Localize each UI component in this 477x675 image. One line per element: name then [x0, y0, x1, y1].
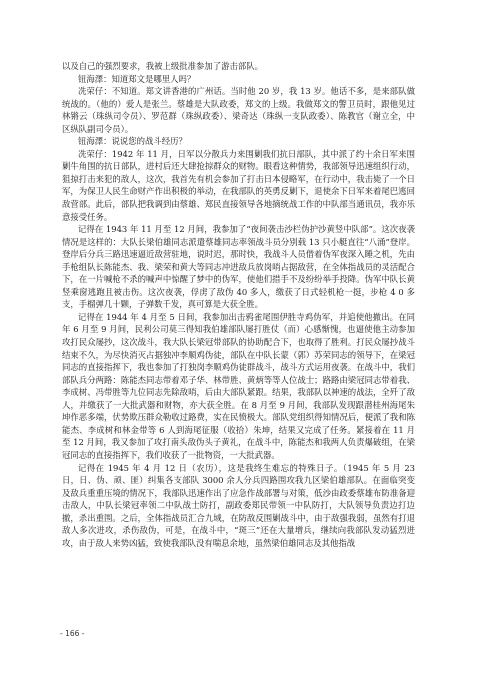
paragraph: 冼荣仔：1942 年 11 月，日军以分散兵力来围剿我们抗日部队，其中派了约十余日军来围剿牛角围的抗日部队，进村后还大肆抢掠群众的财物。眼看这种情势，我部领导迅速组织行动，狙掠打击来犯的敌人，这次，我首先有机会参加了打击日本侵略军，在行动中，我击毙了一个日军，为保卫人民生命财产作出积极的举动，在我部队的英勇反剿下，退使余下日军来着尾巴逃回敌营部。此后，部队把我调到由蔡雄、郑民直接领导各地摘统战工作的中队部当通讯员，我亦乐意接受任务。 [62, 148, 415, 222]
body-text [62, 60, 415, 549]
paragraph: 记得在 1943 年 11 月至 12 月间，我参加了“夜间袭击沙栏伪护沙黄竖中队部”。这次夜袭情况是这样的：大队长梁伯雄同志派遣蔡雄同志率领战斗员分别载 13 只小艇直往“八涌”登岸。登岸后分兵三路迅速逼近敌营驻地，说时迟，那时快，我战斗人员借着伪军夜深入睡之机，先由手枪组队长陈能杰、我、梁荣和黄大等同志冲进敌兵放岗哨占据敌营，在全体指战员的灵活配合下，在一片喊枪不杀的喊声中惊醒了梦中的伪军，使他们措手不及纷纷举手投降。伪军中队长黄竖乘窗逃跑且被击伤。这次夜袭，俘虏了敌伪 40 多人，缴获了日式轻机枪一挺，步枪 4 0 多支，手榴弹几十颗，子弹数千发，真可算是大获全胜。 [62, 224, 415, 310]
paragraph: 记得在 1944 年 4 月至 5 日间，我参加出击鸦雀尾围伊胜寺鸡伪军，并追使他撤出。在同年 6 月至 9 月间，民利公司莫三得知我伯雄部队屡打胜仗（而）心感惭愧，也逼使他主动参加攻打民众屡抄，这次战斗，我大队长梁冠带部队的协助配合下，也取得了胜利。打民众屡抄战斗结束不久，为尽快消灭占据独冲李顺鸡伪徒，部队在中队长蒙（郭）苏荣同志的领导下，在梁冠同志的直接指挥下，我也参加了打独岗李顺鸡伪徒群战斗，战斗方式运用夜袭。在战斗中，我们部队兵分两路：陈能杰同志带着邓子华、林带胜、黄炳等等人位战士；路路由梁冠同志带着我、李成树、冯带胜等九位同志先除敌哨，后由大部队紧跟。结果，我部队以神速的战法，全歼了敌人，并缴获了一大批武器和财物，亦大获全胜。在 8 月至 9 月间，我部队发现跟潜桂州海尾朱坤作恶多端，伏势欺压群众勒收过路费，实在民愤极大。部队党组织得知情况后，便派了我和陈能杰、李成树和林金带等 6 人到海尾征服（收拾）朱坤，结果又完成了任务。紧接着在 11 月至 12 月间，我又参加了攻打南头敌伪头子黄礼，在战斗中，陈能杰和我两人负责爆破组，在梁冠同志的直接指挥下，我们收获了一批物资，一大批武器。 [62, 311, 415, 460]
page-number: - 166 - [60, 629, 85, 638]
paragraph: 冼荣仔：不知道。郑文讲香港的广州话。当时他 20 岁，我 13 岁。他话不多，是来部队做统战的。（他的）爱人是张兰。蔡雄是大队政委，郑文的上级。我做郑文的警卫员时，跟他见过林锵云（珠纵司令员）、罗范群（珠纵政委）、梁奇达（珠纵一支队政委）、陈教官（谢立全，中区纵队副司令员）。 [62, 86, 415, 134]
paragraph: 以及自己的强烈要求，我被上级批准参加了游击部队。 [62, 61, 263, 71]
paragraph: 记得在 1945 年 4 月 12 日（农历），这是我终生难忘的特殊日子。（1945 年 5 月 23 日，日、伪、顽、匪）纠集各支部队 3000 余人分兵四路围攻我九区梁伯雄部队。在面临突变及敌兵重重压境的情况下，我部队迅速作出了应急作战部署与对策，低沙由政委蔡雄布防准备迎击敌人，中队长梁冠率领二中队战士防打，副政委郑民带领一中队防打，大队领导负责边打边撤，杀出重围。之后，全体指战员汇合九域，在防敌反围剿战斗中，由于敌强我弱，虽然有打退敌人多次进攻，杀伤敌伪，可是，在战斗中，“斑三”还在大量增兵，继续向我部队发动猛烈进攻，由于敌人来势凶猛，致使我部队没有喘息余地，虽然梁伯雄同志及其他指战 [62, 462, 415, 548]
paragraph: 钮海澤：知道郑文是哪里人吗？ [77, 73, 196, 84]
paragraph: 钮海澤：说说您的战斗经历？ [77, 136, 187, 147]
